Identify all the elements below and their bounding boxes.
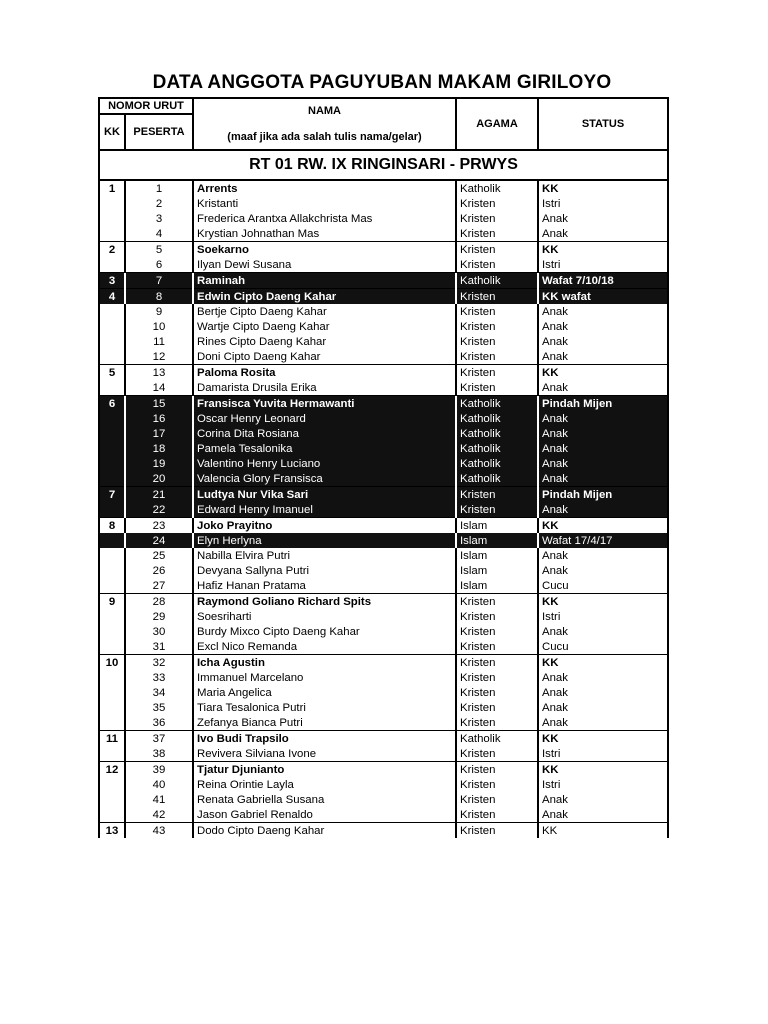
cell-nama: Doni Cipto Daeng Kahar: [193, 349, 456, 365]
cell-peserta: 36: [125, 715, 193, 731]
table-row: [99, 670, 668, 685]
cell-kk: [99, 471, 125, 487]
cell-peserta: 40: [125, 777, 193, 792]
table-row: [99, 319, 668, 334]
cell-agama: Kristen: [456, 502, 538, 518]
cell-peserta: 41: [125, 792, 193, 807]
table-row: [99, 304, 668, 319]
cell-nama: Dodo Cipto Daeng Kahar: [193, 823, 456, 839]
cell-status: Anak: [538, 441, 668, 456]
cell-peserta: 31: [125, 639, 193, 655]
table-row: [99, 471, 668, 487]
cell-agama: Kristen: [456, 762, 538, 778]
cell-agama: Kristen: [456, 487, 538, 503]
cell-nama: Arrents: [193, 180, 456, 196]
cell-nama: Frederica Arantxa Allakchrista Mas: [193, 211, 456, 226]
cell-peserta: 10: [125, 319, 193, 334]
cell-kk: [99, 746, 125, 762]
cell-status: Istri: [538, 777, 668, 792]
cell-status: KK: [538, 823, 668, 839]
cell-kk: [99, 700, 125, 715]
cell-agama: Kristen: [456, 746, 538, 762]
table-row: [99, 563, 668, 578]
cell-kk: [99, 426, 125, 441]
cell-agama: Kristen: [456, 609, 538, 624]
cell-kk: 10: [99, 655, 125, 671]
cell-nama: Icha Agustin: [193, 655, 456, 671]
cell-nama: Ludtya Nur Vika Sari: [193, 487, 456, 503]
cell-kk: 7: [99, 487, 125, 503]
cell-peserta: 1: [125, 180, 193, 196]
header-nama-note: (maaf jika ada salah tulis nama/gelar): [227, 131, 422, 143]
cell-nama: Immanuel Marcelano: [193, 670, 456, 685]
table-row: [99, 289, 668, 305]
table-row: [99, 655, 668, 671]
cell-status: Anak: [538, 807, 668, 823]
cell-status: Anak: [538, 792, 668, 807]
cell-agama: Katholik: [456, 731, 538, 747]
cell-agama: Kristen: [456, 624, 538, 639]
cell-nama: Wartje Cipto Daeng Kahar: [193, 319, 456, 334]
cell-status: KK wafat: [538, 289, 668, 305]
cell-kk: [99, 792, 125, 807]
cell-agama: Kristen: [456, 242, 538, 258]
cell-nama: Oscar Henry Leonard: [193, 411, 456, 426]
cell-agama: Katholik: [456, 411, 538, 426]
table-row: [99, 411, 668, 426]
cell-status: KK: [538, 242, 668, 258]
cell-nama: Corina Dita Rosiana: [193, 426, 456, 441]
cell-kk: [99, 807, 125, 823]
cell-nama: Soekarno: [193, 242, 456, 258]
cell-nama: Kristanti: [193, 196, 456, 211]
table-row: [99, 365, 668, 381]
table-row: [99, 456, 668, 471]
cell-peserta: 21: [125, 487, 193, 503]
cell-peserta: 2: [125, 196, 193, 211]
cell-kk: [99, 777, 125, 792]
table-row: [99, 334, 668, 349]
cell-agama: Islam: [456, 548, 538, 563]
table-row: [99, 548, 668, 563]
cell-peserta: 17: [125, 426, 193, 441]
member-table: [98, 97, 669, 838]
cell-nama: Jason Gabriel Renaldo: [193, 807, 456, 823]
cell-nama: Fransisca Yuvita Hermawanti: [193, 396, 456, 412]
table-row: [99, 533, 668, 548]
cell-agama: Islam: [456, 533, 538, 548]
cell-status: Anak: [538, 502, 668, 518]
cell-nama: Renata Gabriella Susana: [193, 792, 456, 807]
cell-status: Anak: [538, 548, 668, 563]
cell-nama: Damarista Drusila Erika: [193, 380, 456, 396]
cell-nama: Maria Angelica: [193, 685, 456, 700]
cell-kk: [99, 441, 125, 456]
cell-agama: Kristen: [456, 349, 538, 365]
cell-nama: Valentino Henry Luciano: [193, 456, 456, 471]
cell-kk: [99, 578, 125, 594]
cell-status: Anak: [538, 563, 668, 578]
cell-peserta: 19: [125, 456, 193, 471]
cell-nama: Revivera Silviana Ivone: [193, 746, 456, 762]
cell-nama: Hafiz Hanan Pratama: [193, 578, 456, 594]
table-row: [99, 578, 668, 594]
table-row: [99, 700, 668, 715]
table-row: [99, 823, 668, 839]
cell-status: Anak: [538, 456, 668, 471]
cell-agama: Kristen: [456, 670, 538, 685]
cell-kk: [99, 563, 125, 578]
cell-kk: 12: [99, 762, 125, 778]
table-row: [99, 609, 668, 624]
cell-kk: 11: [99, 731, 125, 747]
cell-nama: Raminah: [193, 273, 456, 289]
cell-nama: Krystian Johnathan Mas: [193, 226, 456, 242]
cell-agama: Kristen: [456, 807, 538, 823]
cell-status: Anak: [538, 670, 668, 685]
cell-status: KK: [538, 731, 668, 747]
cell-kk: 2: [99, 242, 125, 258]
cell-agama: Kristen: [456, 334, 538, 349]
cell-agama: Kristen: [456, 685, 538, 700]
cell-kk: [99, 533, 125, 548]
cell-peserta: 30: [125, 624, 193, 639]
header-agama: AGAMA: [456, 98, 538, 150]
cell-agama: Kristen: [456, 777, 538, 792]
cell-nama: Burdy Mixco Cipto Daeng Kahar: [193, 624, 456, 639]
cell-status: KK: [538, 180, 668, 196]
cell-peserta: 39: [125, 762, 193, 778]
cell-kk: [99, 548, 125, 563]
cell-nama: Joko Prayitno: [193, 518, 456, 534]
cell-peserta: 5: [125, 242, 193, 258]
table-row: [99, 518, 668, 534]
cell-agama: Kristen: [456, 319, 538, 334]
cell-kk: [99, 196, 125, 211]
cell-agama: Kristen: [456, 655, 538, 671]
header-nomor-urut: NOMOR URUT: [99, 98, 193, 114]
cell-peserta: 11: [125, 334, 193, 349]
cell-status: Anak: [538, 304, 668, 319]
cell-kk: [99, 304, 125, 319]
cell-nama: Edwin Cipto Daeng Kahar: [193, 289, 456, 305]
table-row: [99, 731, 668, 747]
cell-status: Istri: [538, 609, 668, 624]
cell-peserta: 18: [125, 441, 193, 456]
cell-kk: [99, 380, 125, 396]
cell-status: Anak: [538, 411, 668, 426]
table-row: [99, 502, 668, 518]
cell-agama: Kristen: [456, 823, 538, 839]
cell-peserta: 25: [125, 548, 193, 563]
cell-peserta: 26: [125, 563, 193, 578]
table-row: [99, 807, 668, 823]
cell-kk: [99, 319, 125, 334]
cell-nama: Excl Nico Remanda: [193, 639, 456, 655]
cell-peserta: 27: [125, 578, 193, 594]
cell-status: Anak: [538, 211, 668, 226]
cell-kk: [99, 502, 125, 518]
table-row: [99, 777, 668, 792]
table-row: [99, 242, 668, 258]
cell-peserta: 33: [125, 670, 193, 685]
cell-kk: 4: [99, 289, 125, 305]
cell-status: Anak: [538, 349, 668, 365]
cell-agama: Katholik: [456, 456, 538, 471]
table-row: [99, 715, 668, 731]
cell-peserta: 16: [125, 411, 193, 426]
cell-peserta: 20: [125, 471, 193, 487]
cell-peserta: 23: [125, 518, 193, 534]
cell-status: Anak: [538, 334, 668, 349]
table-row: [99, 762, 668, 778]
cell-kk: [99, 257, 125, 273]
cell-peserta: 22: [125, 502, 193, 518]
cell-kk: [99, 211, 125, 226]
cell-peserta: 15: [125, 396, 193, 412]
cell-agama: Islam: [456, 578, 538, 594]
cell-peserta: 43: [125, 823, 193, 839]
cell-nama: Devyana Sallyna Putri: [193, 563, 456, 578]
cell-status: Wafat 7/10/18: [538, 273, 668, 289]
table-header: [99, 98, 668, 150]
cell-kk: [99, 609, 125, 624]
table-row: [99, 257, 668, 273]
cell-agama: Katholik: [456, 180, 538, 196]
cell-agama: Kristen: [456, 594, 538, 610]
header-status: STATUS: [538, 98, 668, 150]
cell-agama: Katholik: [456, 273, 538, 289]
cell-agama: Kristen: [456, 226, 538, 242]
cell-nama: Pamela Tesalonika: [193, 441, 456, 456]
cell-nama: Edward Henry Imanuel: [193, 502, 456, 518]
cell-status: KK: [538, 655, 668, 671]
cell-status: Istri: [538, 746, 668, 762]
cell-nama: Bertje Cipto Daeng Kahar: [193, 304, 456, 319]
cell-kk: [99, 670, 125, 685]
table-row: [99, 180, 668, 196]
cell-nama: Soesriharti: [193, 609, 456, 624]
table-body: [99, 180, 668, 838]
cell-status: Pindah Mijen: [538, 396, 668, 412]
cell-nama: Tjatur Djunianto: [193, 762, 456, 778]
cell-nama: Valencia Glory Fransisca: [193, 471, 456, 487]
cell-status: Wafat 17/4/17: [538, 533, 668, 548]
cell-peserta: 13: [125, 365, 193, 381]
table-row: [99, 792, 668, 807]
table-row: [99, 396, 668, 412]
section-title: RT 01 RW. IX RINGINSARI - PRWYS: [99, 150, 668, 180]
cell-peserta: 35: [125, 700, 193, 715]
table-row: [99, 426, 668, 441]
cell-agama: Kristen: [456, 289, 538, 305]
cell-kk: 1: [99, 180, 125, 196]
cell-peserta: 12: [125, 349, 193, 365]
cell-kk: [99, 639, 125, 655]
cell-agama: Kristen: [456, 380, 538, 396]
cell-peserta: 14: [125, 380, 193, 396]
cell-agama: Kristen: [456, 196, 538, 211]
cell-kk: 13: [99, 823, 125, 839]
cell-status: Cucu: [538, 578, 668, 594]
document-title: DATA ANGGOTA PAGUYUBAN MAKAM GIRILOYO: [152, 72, 612, 93]
table-row: [99, 624, 668, 639]
cell-agama: Katholik: [456, 471, 538, 487]
cell-kk: [99, 411, 125, 426]
cell-peserta: 7: [125, 273, 193, 289]
cell-agama: Kristen: [456, 792, 538, 807]
cell-status: Anak: [538, 624, 668, 639]
cell-agama: Kristen: [456, 365, 538, 381]
cell-status: Istri: [538, 196, 668, 211]
cell-agama: Islam: [456, 563, 538, 578]
cell-nama: Elyn Herlyna: [193, 533, 456, 548]
cell-kk: 8: [99, 518, 125, 534]
cell-nama: Tiara Tesalonica Putri: [193, 700, 456, 715]
cell-status: Anak: [538, 226, 668, 242]
cell-peserta: 3: [125, 211, 193, 226]
cell-nama: Raymond Goliano Richard Spits: [193, 594, 456, 610]
cell-status: Istri: [538, 257, 668, 273]
cell-kk: [99, 334, 125, 349]
header-nama-label: NAMA: [308, 105, 341, 117]
cell-status: Anak: [538, 700, 668, 715]
cell-agama: Kristen: [456, 639, 538, 655]
cell-peserta: 34: [125, 685, 193, 700]
cell-agama: Katholik: [456, 426, 538, 441]
cell-kk: 5: [99, 365, 125, 381]
header-nama: [193, 98, 456, 150]
cell-agama: Kristen: [456, 304, 538, 319]
cell-status: KK: [538, 518, 668, 534]
table-row: [99, 746, 668, 762]
header-kk: KK: [99, 114, 125, 150]
cell-nama: Reina Orintie Layla: [193, 777, 456, 792]
cell-status: KK: [538, 762, 668, 778]
cell-agama: Kristen: [456, 211, 538, 226]
cell-peserta: 32: [125, 655, 193, 671]
cell-agama: Kristen: [456, 257, 538, 273]
table-row: [99, 196, 668, 211]
cell-nama: Ivo Budi Trapsilo: [193, 731, 456, 747]
cell-kk: 3: [99, 273, 125, 289]
cell-status: Anak: [538, 380, 668, 396]
table-row: [99, 441, 668, 456]
cell-agama: Katholik: [456, 441, 538, 456]
cell-kk: [99, 349, 125, 365]
cell-status: Anak: [538, 685, 668, 700]
cell-nama: Ilyan Dewi Susana: [193, 257, 456, 273]
cell-status: Cucu: [538, 639, 668, 655]
cell-nama: Rines Cipto Daeng Kahar: [193, 334, 456, 349]
table-row: [99, 273, 668, 289]
cell-peserta: 37: [125, 731, 193, 747]
cell-kk: 9: [99, 594, 125, 610]
header-peserta: PESERTA: [125, 114, 193, 150]
cell-agama: Katholik: [456, 396, 538, 412]
cell-status: KK: [538, 365, 668, 381]
cell-peserta: 4: [125, 226, 193, 242]
cell-status: Anak: [538, 426, 668, 441]
cell-status: Pindah Mijen: [538, 487, 668, 503]
table-row: [99, 685, 668, 700]
table-row: [99, 487, 668, 503]
cell-kk: 6: [99, 396, 125, 412]
table-row: [99, 211, 668, 226]
cell-peserta: 28: [125, 594, 193, 610]
table-row: [99, 226, 668, 242]
cell-status: Anak: [538, 471, 668, 487]
cell-peserta: 6: [125, 257, 193, 273]
cell-kk: [99, 715, 125, 731]
cell-peserta: 38: [125, 746, 193, 762]
cell-agama: Islam: [456, 518, 538, 534]
cell-peserta: 24: [125, 533, 193, 548]
cell-peserta: 8: [125, 289, 193, 305]
cell-kk: [99, 624, 125, 639]
cell-status: Anak: [538, 715, 668, 731]
table-row: [99, 380, 668, 396]
table-row: [99, 594, 668, 610]
cell-nama: Nabilla Elvira Putri: [193, 548, 456, 563]
cell-agama: Kristen: [456, 715, 538, 731]
cell-status: Anak: [538, 319, 668, 334]
table-row: [99, 349, 668, 365]
cell-peserta: 29: [125, 609, 193, 624]
cell-nama: Zefanya Bianca Putri: [193, 715, 456, 731]
cell-agama: Kristen: [456, 700, 538, 715]
cell-nama: Paloma Rosita: [193, 365, 456, 381]
cell-kk: [99, 226, 125, 242]
cell-peserta: 9: [125, 304, 193, 319]
cell-kk: [99, 456, 125, 471]
cell-status: KK: [538, 594, 668, 610]
table-row: [99, 639, 668, 655]
cell-kk: [99, 685, 125, 700]
cell-peserta: 42: [125, 807, 193, 823]
